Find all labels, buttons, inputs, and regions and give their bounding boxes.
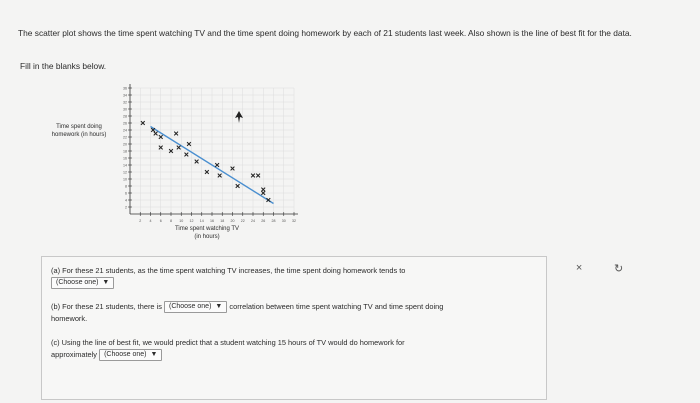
question-b bbox=[51, 301, 541, 325]
y-tick-label: 12 bbox=[123, 170, 127, 175]
data-point bbox=[177, 146, 181, 150]
x-tick-label: 6 bbox=[159, 219, 162, 223]
y-tick-label: 32 bbox=[123, 100, 127, 105]
x-tick-label: 24 bbox=[251, 219, 255, 223]
question-b-dropdown[interactable] bbox=[164, 301, 227, 313]
x-tick-label: 18 bbox=[220, 219, 225, 223]
x-tick-label: 22 bbox=[240, 219, 245, 223]
y-tick-label: 14 bbox=[123, 163, 127, 168]
data-point bbox=[218, 174, 222, 178]
x-tick-label: 4 bbox=[149, 219, 152, 223]
problem-intro: The scatter plot shows the time spent watching TV and the time spent doing homework by each of 21 students last week. Also shown is the line of best fit for the data. bbox=[18, 28, 632, 38]
scatter-plot bbox=[40, 80, 310, 250]
question-a-dropdown[interactable] bbox=[51, 277, 114, 289]
y-tick-label: 26 bbox=[123, 121, 127, 126]
y-tick-label: 28 bbox=[123, 114, 127, 119]
y-tick-label: 4 bbox=[125, 198, 127, 203]
close-icon[interactable]: × bbox=[575, 262, 583, 274]
x-tick-label: 2 bbox=[139, 219, 142, 223]
y-tick-label: 10 bbox=[123, 177, 127, 182]
y-tick-label: 36 bbox=[123, 86, 127, 91]
dropdown-arrow-icon: ▼ bbox=[215, 303, 223, 311]
x-tick-label: 16 bbox=[210, 219, 214, 223]
x-tick-label: 10 bbox=[179, 219, 184, 223]
question-c-dropdown-label: (Choose one) bbox=[104, 351, 147, 359]
y-tick-label: 20 bbox=[123, 142, 127, 147]
question-c-dropdown[interactable] bbox=[99, 349, 162, 361]
data-point bbox=[256, 174, 260, 178]
questions-panel bbox=[41, 256, 547, 400]
mouse-cursor-icon bbox=[234, 110, 244, 124]
y-tick-label: 16 bbox=[123, 156, 127, 161]
x-tick-label: 8 bbox=[170, 219, 172, 223]
y-tick-label: 2 bbox=[125, 205, 127, 210]
x-axis-label: Time spent watching TV (in hours) bbox=[174, 226, 240, 240]
x-tick-label: 20 bbox=[230, 219, 235, 223]
question-b-text-before: (b) For these 21 students, there is bbox=[51, 302, 162, 311]
dropdown-arrow-icon: ▼ bbox=[102, 279, 110, 287]
data-point bbox=[184, 153, 188, 157]
question-c-text: (c) Using the line of best fit, we would predict that a student watching 15 hours of TV would do homework for bbox=[51, 338, 405, 347]
answer-tools bbox=[560, 256, 639, 280]
y-tick-label: 18 bbox=[123, 149, 127, 154]
x-tick-label: 28 bbox=[271, 219, 276, 223]
question-c bbox=[51, 337, 531, 361]
question-b-dropdown-label: (Choose one) bbox=[168, 303, 212, 311]
instruction: Fill in the blanks below. bbox=[20, 61, 107, 71]
data-point bbox=[154, 132, 158, 136]
y-tick-label: 8 bbox=[125, 184, 127, 189]
data-point bbox=[174, 132, 178, 136]
question-b-text-after: correlation between time spent watching TV and time spent doing bbox=[229, 302, 444, 311]
x-tick-label: 26 bbox=[261, 219, 266, 223]
y-tick-label: 34 bbox=[123, 93, 127, 98]
data-point bbox=[195, 160, 199, 164]
y-axis-label: Time spent doing homework (in hours) bbox=[51, 124, 107, 138]
x-tick-label: 32 bbox=[292, 219, 296, 223]
question-a-dropdown-label: (Choose one) bbox=[56, 279, 99, 287]
question-c-text-wrap: approximately bbox=[51, 350, 98, 359]
y-tick-label: 6 bbox=[125, 191, 127, 196]
question-a-text: (a) For these 21 students, as the time spent watching TV increases, the time spent doing homework tends to bbox=[51, 266, 406, 275]
y-tick-label: 30 bbox=[123, 107, 127, 112]
reset-icon[interactable]: ↻ bbox=[613, 262, 624, 275]
y-tick-label: 24 bbox=[123, 128, 127, 133]
x-tick-label: 14 bbox=[199, 219, 204, 223]
x-tick-label: 30 bbox=[281, 219, 286, 223]
question-b-text-wrap: homework. bbox=[51, 314, 88, 324]
dropdown-arrow-icon: ▼ bbox=[150, 351, 158, 359]
x-tick-label: 12 bbox=[189, 219, 194, 223]
question-a bbox=[51, 265, 531, 289]
y-tick-label: 22 bbox=[123, 135, 127, 140]
